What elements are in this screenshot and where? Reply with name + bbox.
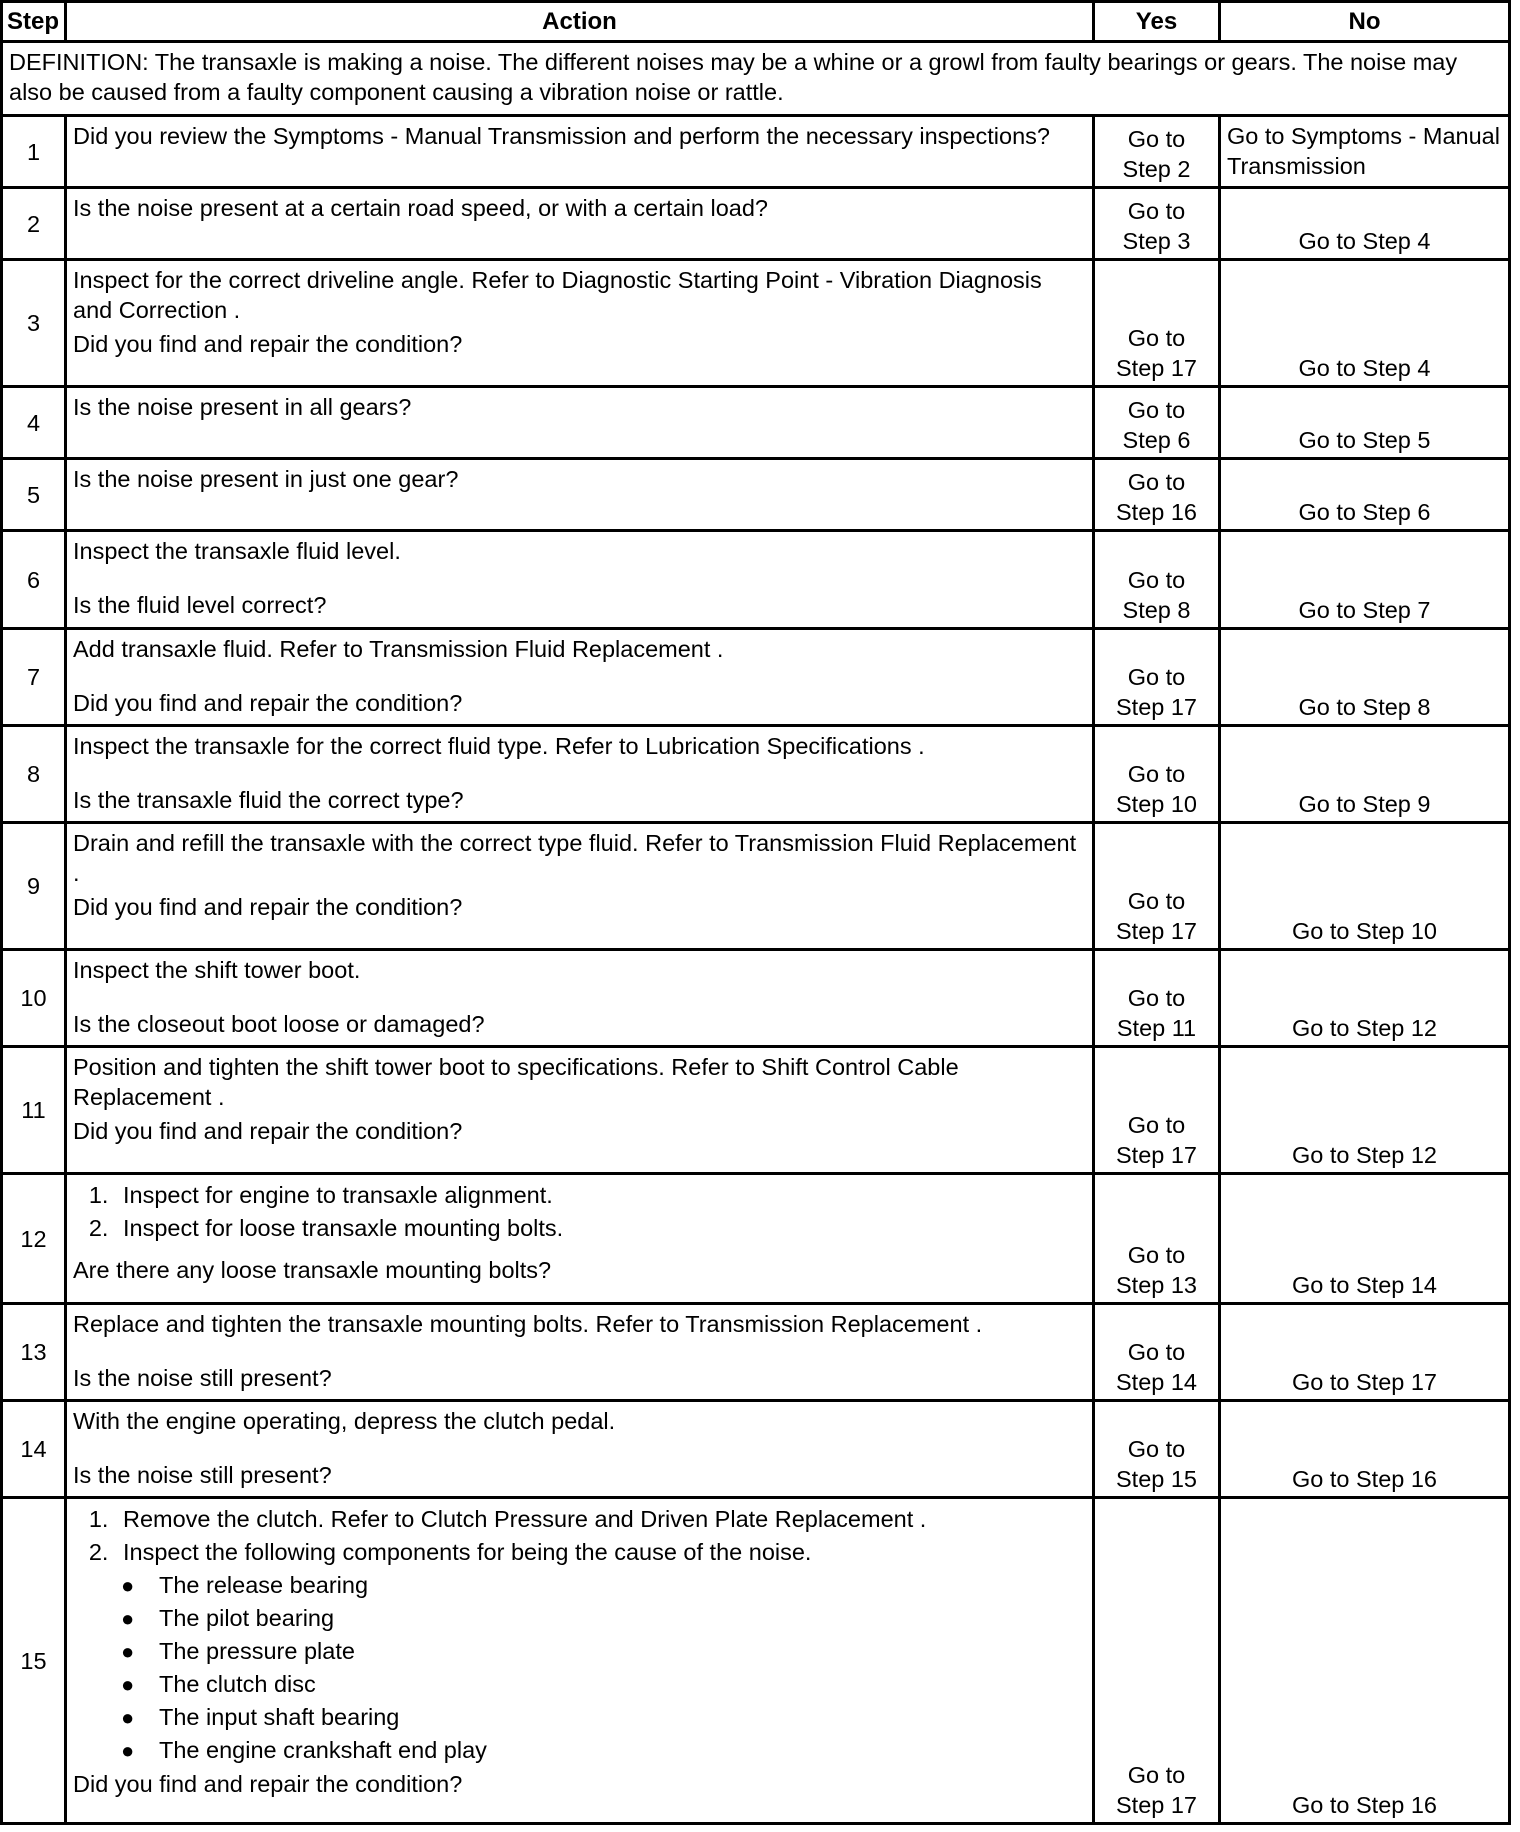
yes-cell: Go to Step 17	[1094, 1498, 1220, 1824]
no-cell: Go to Step 8	[1220, 629, 1510, 726]
step-header: Step	[2, 2, 66, 42]
yes-cell: Go to Step 16	[1094, 459, 1220, 531]
table-row	[2, 950, 1510, 1047]
action-cell	[66, 188, 1094, 260]
table-row	[2, 1498, 1510, 1824]
step-number: 8	[2, 726, 66, 823]
action-cell	[66, 1401, 1094, 1498]
question-text: Did you find and repair the condition?	[73, 331, 463, 357]
table-row	[2, 459, 1510, 531]
action-text: Drain and refill the transaxle with the correct type fluid. Refer to Transmission Fluid Replacement .	[73, 830, 1077, 886]
list-item: 1. Remove the clutch. Refer to Clutch Pressure and Driven Plate Replacement .	[115, 1503, 1086, 1536]
no-cell: Go to Step 16	[1220, 1498, 1510, 1824]
no-cell: Go to Step 12	[1220, 950, 1510, 1047]
yes-cell: Go to Step 17	[1094, 1047, 1220, 1174]
bullet-item: ● The input shaft bearing	[159, 1701, 1086, 1734]
action-cell	[66, 823, 1094, 950]
yes-cell: Go to Step 2	[1094, 116, 1220, 188]
table-row	[2, 188, 1510, 260]
no-cell: Go to Step 4	[1220, 260, 1510, 387]
action-text: Is the noise present in all gears?	[73, 394, 412, 420]
table-row	[2, 531, 1510, 629]
no-cell: Go to Step 17	[1220, 1304, 1510, 1401]
step-number: 6	[2, 531, 66, 629]
step-number: 5	[2, 459, 66, 531]
step-number: 14	[2, 1401, 66, 1498]
table-row	[2, 629, 1510, 726]
yes-cell: Go to Step 17	[1094, 823, 1220, 950]
yes-cell: Go to Step 17	[1094, 629, 1220, 726]
yes-cell: Go to Step 15	[1094, 1401, 1220, 1498]
action-cell	[66, 1047, 1094, 1174]
step-number: 2	[2, 188, 66, 260]
action-cell	[66, 1174, 1094, 1304]
spacer	[73, 664, 1086, 688]
yes-cell: Go to Step 17	[1094, 260, 1220, 387]
question-text: Is the transaxle fluid the correct type?	[73, 787, 464, 813]
spacer	[73, 1436, 1086, 1460]
question-text: Did you find and repair the condition?	[73, 690, 463, 716]
action-cell	[66, 260, 1094, 387]
yes-cell: Go to Step 6	[1094, 387, 1220, 459]
spacer	[73, 566, 1086, 590]
action-text: Replace and tighten the transaxle mounting bolts. Refer to Transmission Replacement .	[73, 1311, 983, 1337]
action-cell	[66, 531, 1094, 629]
action-cell	[66, 726, 1094, 823]
spacer	[73, 1339, 1086, 1363]
yes-cell: Go to Step 11	[1094, 950, 1220, 1047]
question-text: Is the noise still present?	[73, 1365, 332, 1391]
no-cell: Go to Step 14	[1220, 1174, 1510, 1304]
step-number: 9	[2, 823, 66, 950]
action-steps-list	[73, 1179, 1086, 1245]
action-cell	[66, 459, 1094, 531]
question-text: Did you find and repair the condition?	[73, 1118, 463, 1144]
list-item: 2. Inspect for loose transaxle mounting bolts.	[115, 1212, 1086, 1245]
bullet-item: ● The pressure plate	[159, 1635, 1086, 1668]
step-number: 15	[2, 1498, 66, 1824]
no-cell: Go to Step 5	[1220, 387, 1510, 459]
spacer	[73, 1245, 1086, 1255]
action-cell	[66, 387, 1094, 459]
table-row	[2, 726, 1510, 823]
table-row	[2, 1047, 1510, 1174]
yes-cell: Go to Step 3	[1094, 188, 1220, 260]
no-cell: Go to Step 7	[1220, 531, 1510, 629]
action-cell	[66, 950, 1094, 1047]
action-text: Inspect the shift tower boot.	[73, 957, 361, 983]
definition-text: DEFINITION: The transaxle is making a noise. The different noises may be a whine or a growl from faulty bearings or gears. The noise may also be caused from a faulty component causing a vibration noise or rattle.	[2, 42, 1510, 116]
spacer	[73, 985, 1086, 1009]
step-number: 7	[2, 629, 66, 726]
yes-cell: Go to Step 8	[1094, 531, 1220, 629]
step-number: 10	[2, 950, 66, 1047]
step-number: 3	[2, 260, 66, 387]
question-text: Did you find and repair the condition?	[73, 1771, 463, 1797]
bullet-item: ● The pilot bearing	[159, 1602, 1086, 1635]
step-number: 11	[2, 1047, 66, 1174]
action-text: Is the noise present at a certain road speed, or with a certain load?	[73, 195, 768, 221]
action-text: Add transaxle fluid. Refer to Transmission Fluid Replacement .	[73, 636, 724, 662]
question-text: Is the fluid level correct?	[73, 592, 327, 618]
action-cell	[66, 1304, 1094, 1401]
question-text: Is the closeout boot loose or damaged?	[73, 1011, 485, 1037]
yes-cell: Go to Step 13	[1094, 1174, 1220, 1304]
yes-header: Yes	[1094, 2, 1220, 42]
bullet-item: ● The clutch disc	[159, 1668, 1086, 1701]
table-row	[2, 1174, 1510, 1304]
action-steps-list	[73, 1503, 1086, 1569]
spacer	[73, 761, 1086, 785]
action-text: Inspect for the correct driveline angle. Refer to Diagnostic Starting Point - Vibration Diagnosis and Correction .	[73, 267, 1042, 323]
component-list	[73, 1569, 1086, 1767]
bullet-item: ● The release bearing	[159, 1569, 1086, 1602]
action-text: Inspect the transaxle fluid level.	[73, 538, 401, 564]
step-number: 1	[2, 116, 66, 188]
action-cell	[66, 629, 1094, 726]
question-text: Are there any loose transaxle mounting bolts?	[73, 1257, 552, 1283]
step-number: 13	[2, 1304, 66, 1401]
table-row	[2, 260, 1510, 387]
list-item: 1. Inspect for engine to transaxle alignment.	[115, 1179, 1086, 1212]
action-text: Position and tighten the shift tower boot to specifications. Refer to Shift Control Cable Replacement .	[73, 1054, 959, 1110]
action-text: With the engine operating, depress the clutch pedal.	[73, 1408, 616, 1434]
bullet-item: ● The engine crankshaft end play	[159, 1734, 1086, 1767]
header-row	[2, 2, 1510, 42]
question-text: Is the noise still present?	[73, 1462, 332, 1488]
yes-cell: Go to Step 14	[1094, 1304, 1220, 1401]
no-cell: Go to Step 6	[1220, 459, 1510, 531]
action-cell	[66, 1498, 1094, 1824]
action-cell	[66, 116, 1094, 188]
no-cell: Go to Step 10	[1220, 823, 1510, 950]
step-number: 4	[2, 387, 66, 459]
question-text: Did you find and repair the condition?	[73, 894, 463, 920]
no-cell: Go to Step 9	[1220, 726, 1510, 823]
no-cell: Go to Symptoms - Manual Transmission	[1220, 116, 1510, 188]
step-number: 12	[2, 1174, 66, 1304]
table-row	[2, 823, 1510, 950]
yes-cell: Go to Step 10	[1094, 726, 1220, 823]
no-header: No	[1220, 2, 1510, 42]
list-item: 2. Inspect the following components for being the cause of the noise.	[115, 1536, 1086, 1569]
table-row	[2, 1401, 1510, 1498]
table-row	[2, 116, 1510, 188]
action-text: Is the noise present in just one gear?	[73, 466, 459, 492]
definition-row	[2, 42, 1510, 116]
no-cell: Go to Step 12	[1220, 1047, 1510, 1174]
table-row	[2, 387, 1510, 459]
table-row	[2, 1304, 1510, 1401]
action-text: Did you review the Symptoms - Manual Transmission and perform the necessary inspections?	[73, 123, 1050, 149]
action-text: Inspect the transaxle for the correct fluid type. Refer to Lubrication Specifications .	[73, 733, 925, 759]
no-cell: Go to Step 16	[1220, 1401, 1510, 1498]
action-header: Action	[66, 2, 1094, 42]
no-cell: Go to Step 4	[1220, 188, 1510, 260]
